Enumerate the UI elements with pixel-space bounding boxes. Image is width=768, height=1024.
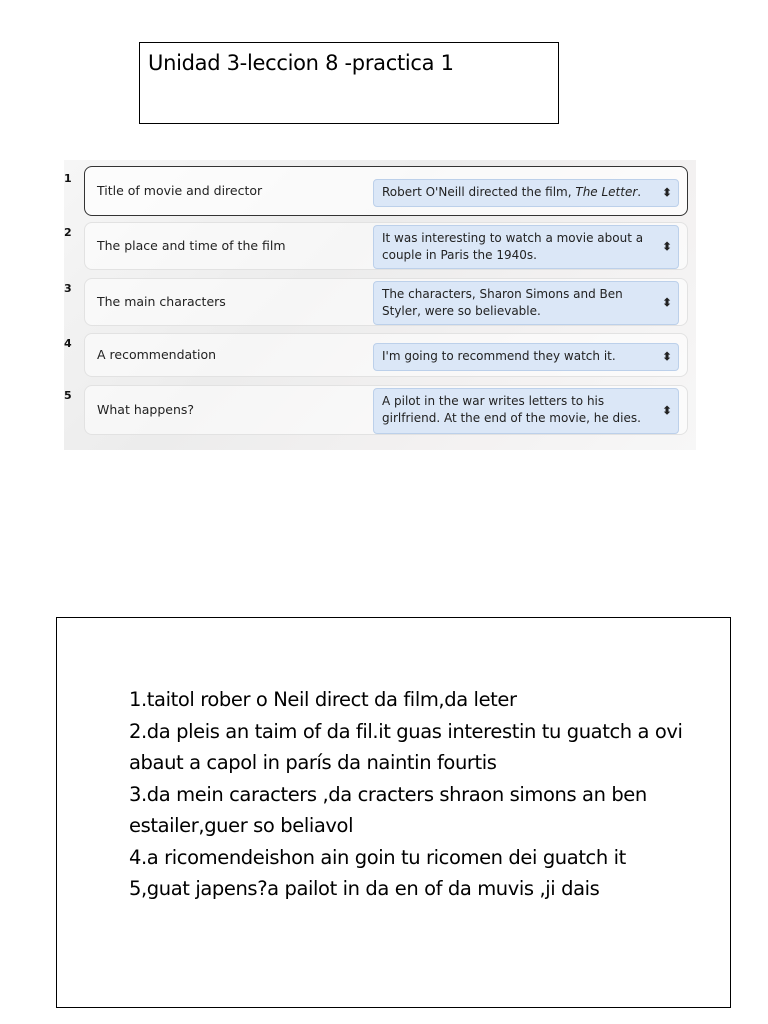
row-number: 2 xyxy=(64,226,72,239)
note-line-1: 1.taitol rober o Neil direct da film,da leter xyxy=(129,688,517,711)
prompt-label: Title of movie and director xyxy=(97,183,263,198)
answer-line: The characters, Sharon Simons and Ben xyxy=(382,287,623,301)
title-box xyxy=(139,42,559,124)
answer-suffix: . xyxy=(637,185,642,199)
sort-arrows-icon[interactable]: ⬍ xyxy=(661,239,672,254)
answer-line: It was interesting to watch a movie about a xyxy=(382,231,644,245)
row-number: 3 xyxy=(64,282,72,295)
note-line-5: estailer,guer so beliavol xyxy=(129,814,354,837)
answer-line: Styler, were so believable. xyxy=(382,304,541,318)
answer-text: Robert O'Neill directed the film, xyxy=(382,185,576,199)
answer-line: A pilot in the war writes letters to his xyxy=(382,394,605,408)
answer-line: couple in Paris the 1940s. xyxy=(382,248,537,262)
answer-select-characters[interactable] xyxy=(373,281,679,325)
answer-line: girlfriend. At the end of the movie, he dies. xyxy=(382,411,641,425)
prompt-label: The main characters xyxy=(97,294,226,309)
notes-box xyxy=(56,617,731,1008)
sort-arrows-icon[interactable]: ⬍ xyxy=(661,185,672,200)
sort-arrows-icon[interactable]: ⬍ xyxy=(661,349,672,364)
answer-select-what-happens[interactable] xyxy=(373,388,679,434)
row-number: 1 xyxy=(64,172,72,185)
note-line-3: abaut a capol in parís da naintin fourtis xyxy=(129,751,497,774)
note-line-6: 4.a ricomendeishon ain goin tu ricomen dei guatch it xyxy=(129,845,626,869)
answer-select-place[interactable] xyxy=(373,225,679,269)
prompt-label: A recommendation xyxy=(97,347,217,362)
answer-select-recommendation[interactable] xyxy=(373,343,679,371)
note-line-2: 2.da pleis an taim of da fil.it guas interestin tu guatch a ovi xyxy=(129,719,683,743)
exercise-card-what-happens[interactable] xyxy=(84,385,688,435)
exercise-card-characters[interactable] xyxy=(84,278,688,326)
answer-italic-text: The Letter xyxy=(575,185,638,199)
exercise-card-title[interactable] xyxy=(84,166,688,216)
note-line-4: 3.da mein caracters ,da cracters shraon simons an ben xyxy=(129,782,647,806)
answer-select-title[interactable] xyxy=(373,179,679,207)
page-title: Unidad 3-leccion 8 -practica 1 xyxy=(148,51,454,75)
exercise-card-recommendation[interactable] xyxy=(84,333,688,377)
prompt-label: The place and time of the film xyxy=(97,238,286,253)
answer-line: I'm going to recommend they watch it. xyxy=(382,349,616,363)
notes-text xyxy=(129,684,729,905)
sort-arrows-icon[interactable]: ⬍ xyxy=(661,403,672,418)
prompt-label: What happens? xyxy=(97,402,195,417)
exercise-card-place[interactable] xyxy=(84,222,688,270)
note-line-7: 5,guat japens?a pailot in da en of da muvis ,ji dais xyxy=(129,877,600,900)
exercise-screenshot xyxy=(64,160,696,450)
row-number: 5 xyxy=(64,389,72,402)
sort-arrows-icon[interactable]: ⬍ xyxy=(661,295,672,310)
row-number: 4 xyxy=(64,337,72,350)
